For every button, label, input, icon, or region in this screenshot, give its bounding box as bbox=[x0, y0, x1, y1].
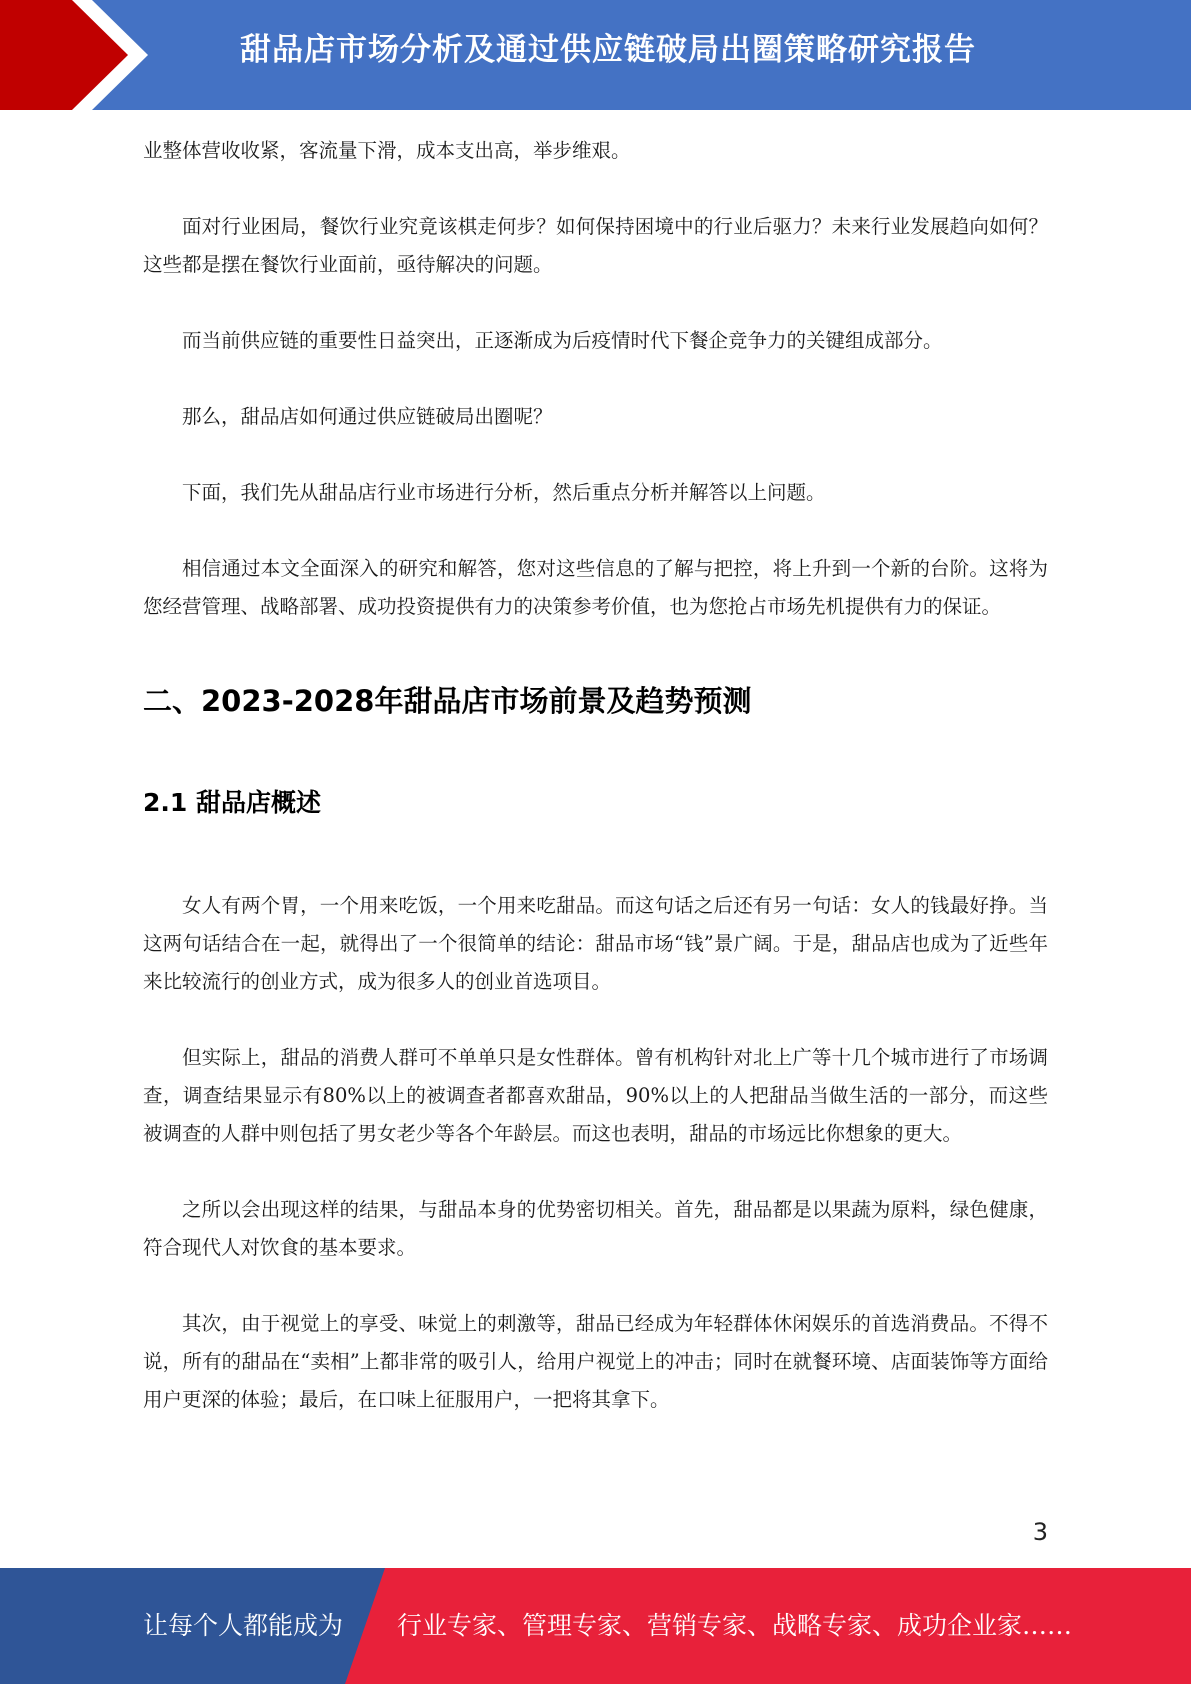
header-chevron-icon bbox=[0, 0, 160, 110]
page-number: 3 bbox=[1032, 1518, 1048, 1546]
paragraph: 女人有两个胃，一个用来吃饭，一个用来吃甜品。而这句话之后还有另一句话：女人的钱最好挣。当这两句话结合在一起，就得出了一个很简单的结论：甜品市场“钱”景广阔。于是，甜品店也成为了近些年来比较流行的创业方式，成为很多人的创业首选项目。 bbox=[143, 894, 1048, 993]
footer-slogan-left: 让每个人都能成为 bbox=[143, 1611, 344, 1640]
report-title: 甜品店市场分析及通过供应链破局出圈策略研究报告 bbox=[240, 32, 976, 68]
page-header bbox=[0, 0, 1191, 110]
paragraph: 那么，甜品店如何通过供应链破局出圈呢？ bbox=[182, 405, 553, 428]
paragraph: 其次，由于视觉上的享受、味觉上的刺激等，甜品已经成为年轻群体休闲娱乐的首选消费品。不得不说，所有的甜品在“卖相”上都非常的吸引人，给用户视觉上的冲击；同时在就餐环境、店面装饰等方面给用户更深的体验；最后，在口味上征服用户，一把将其拿下。 bbox=[143, 1312, 1048, 1411]
paragraph: 而当前供应链的重要性日益突出，正逐渐成为后疫情时代下餐企竞争力的关键组成部分。 bbox=[182, 329, 943, 352]
document-body bbox=[143, 132, 1048, 1457]
section-heading: 二、2023-2028年甜品店市场前景及趋势预测 bbox=[143, 684, 752, 718]
page-footer bbox=[0, 1568, 1191, 1684]
footer-slogan-right: 行业专家、管理专家、营销专家、战略专家、成功企业家…… bbox=[397, 1611, 1073, 1640]
paragraph: 但实际上，甜品的消费人群可不单单只是女性群体。曾有机构针对北上广等十几个城市进行了市场调查，调查结果显示有80%以上的被调查者都喜欢甜品，90%以上的人把甜品当做生活的一部分，而这些被调查的人群中则包括了男女老少等各个年龄层。而这也表明，甜品的市场远比你想象的更大。 bbox=[143, 1046, 1048, 1145]
subsection-heading: 2.1 甜品店概述 bbox=[143, 788, 321, 817]
paragraph: 相信通过本文全面深入的研究和解答，您对这些信息的了解与把控，将上升到一个新的台阶。这将为您经营管理、战略部署、成功投资提供有力的决策参考价值，也为您抢占市场先机提供有力的保证。 bbox=[143, 557, 1048, 618]
paragraph: 之所以会出现这样的结果，与甜品本身的优势密切相关。首先，甜品都是以果蔬为原料，绿色健康，符合现代人对饮食的基本要求。 bbox=[143, 1198, 1048, 1259]
paragraph: 业整体营收收紧，客流量下滑，成本支出高，举步维艰。 bbox=[143, 139, 631, 162]
paragraph: 下面，我们先从甜品店行业市场进行分析，然后重点分析并解答以上问题。 bbox=[182, 481, 826, 504]
paragraph: 面对行业困局，餐饮行业究竟该棋走何步？如何保持困境中的行业后驱力？未来行业发展趋向如何？这些都是摆在餐饮行业面前，亟待解决的问题。 bbox=[143, 215, 1048, 276]
